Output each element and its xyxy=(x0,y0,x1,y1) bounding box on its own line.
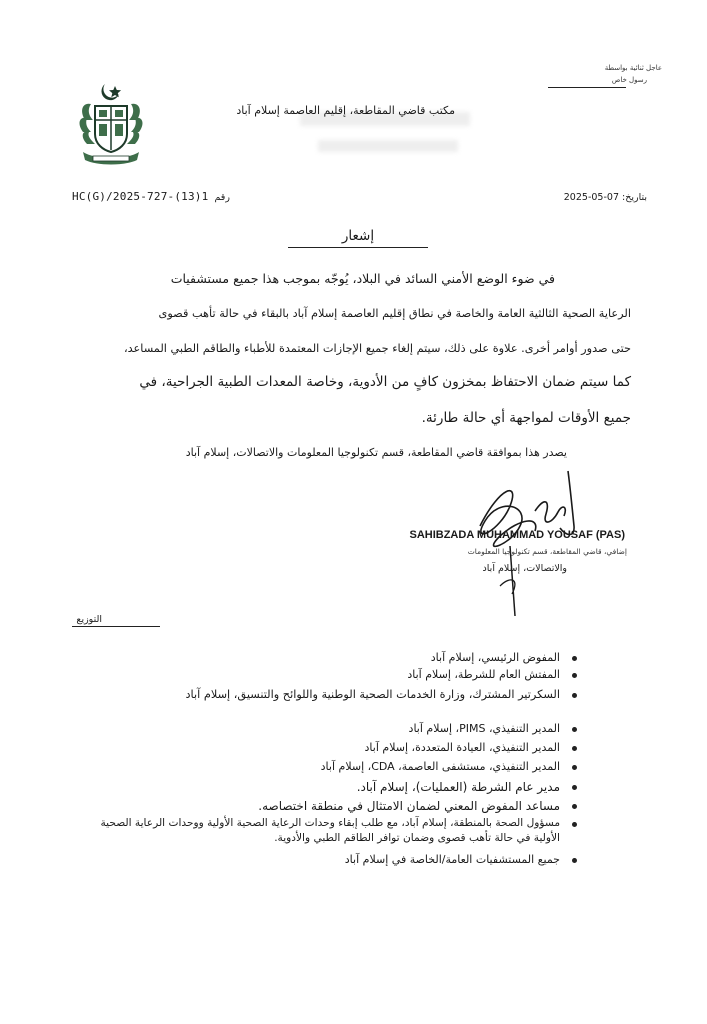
list-item xyxy=(407,668,577,681)
title-underline xyxy=(288,247,428,248)
distribution-entry: المدير التنفيذي، العيادة المتعددة، إسلام آباد xyxy=(364,741,560,754)
state-emblem-logo xyxy=(75,80,147,170)
bullet xyxy=(572,693,577,698)
list-item xyxy=(365,741,577,754)
reference-label: رقم xyxy=(214,192,230,203)
distribution-entry: المدير التنفيذي، PIMS، إسلام آباد xyxy=(408,722,560,735)
list-item xyxy=(431,651,577,664)
notice-line-3: حتى صدور أوامر أخرى. علاوة على ذلك، سيتم إلغاء جميع الإجازات المعتمدة للأطباء والطاقم الطبي المساعد، xyxy=(123,342,631,355)
background-smudge xyxy=(318,140,458,152)
notice-line-6: يصدر هذا بموافقة قاضي المقاطعة، قسم تكنولوجيا المعلومات والاتصالات، إسلام آباد xyxy=(185,446,567,459)
bullet xyxy=(572,785,577,790)
list-item xyxy=(258,799,577,813)
list-item xyxy=(100,817,577,829)
bullet xyxy=(572,822,577,827)
handwritten-note: رسول خاص xyxy=(611,76,647,84)
distribution-entry: المفتش العام للشرطة، إسلام آباد xyxy=(407,668,560,681)
distribution-entry: المفوض الرئيسي، إسلام آباد xyxy=(430,651,560,664)
distribution-entry: مساعد المفوض المعني لضمان الامتثال في منطقة اختصاصه. xyxy=(258,799,560,813)
distribution-entry: جميع المستشفيات العامة/الخاصة في إسلام آباد xyxy=(344,853,560,866)
bullet xyxy=(572,804,577,809)
bullet xyxy=(572,656,577,661)
list-item xyxy=(357,780,577,794)
divider xyxy=(548,87,626,88)
distribution-entry: المدير التنفيذي، مستشفى العاصمة، CDA، إسلام آباد xyxy=(320,760,560,773)
distribution-entry: السكرتير المشترك، وزارة الخدمات الصحية الوطنية واللوائح والتنسيق، إسلام آباد xyxy=(185,688,560,701)
letter-date: بتاريخ: 07-05-2025 xyxy=(563,192,647,203)
reference xyxy=(72,190,230,203)
signatory-name: SAHIBZADA MUHAMMAD YOUSAF (PAS) xyxy=(409,529,625,541)
notice-line-1: في ضوء الوضع الأمني السائد في البلاد، يُوجّه بموجب هذا جميع مستشفيات xyxy=(170,271,555,286)
notice-line-5: جميع الأوقات لمواجهة أي حالة طارئة. xyxy=(421,410,631,426)
distribution-entry-continued: الأولية في حالة تأهب قصوى وضمان توافر الطاقم الطبي والأدوية. xyxy=(274,832,560,844)
bullet xyxy=(572,727,577,732)
notice-title: إشعار xyxy=(341,228,375,244)
signatory-title: إضافي، قاضي المقاطعة، قسم تكنولوجيا المعلومات xyxy=(467,547,627,556)
notice-line-2: الرعاية الصحية الثالثية العامة والخاصة في نطاق إقليم العاصمة إسلام آباد بالبقاء في حالة تأهب قصوى xyxy=(158,307,631,320)
bullet xyxy=(572,746,577,751)
list-item xyxy=(409,722,577,735)
list-item xyxy=(321,760,577,773)
office-name: مكتب قاضي المقاطعة، إقليم العاصمة إسلام آباد xyxy=(236,104,455,117)
bullet xyxy=(572,765,577,770)
bullet xyxy=(572,673,577,678)
list-item xyxy=(186,688,578,701)
reference-number: HC(G)/2025-727-(13)1 xyxy=(72,190,209,203)
handwritten-note: عاجل ثنائية بواسطة xyxy=(604,64,662,72)
list-item xyxy=(345,853,577,866)
notice-line-4: كما سيتم ضمان الاحتفاظ بمخزون كافٍ من الأدوية، وخاصة المعدات الطبية الجراحية، في xyxy=(139,374,631,390)
signatory-department: والاتصالات، إسلام آباد xyxy=(482,563,567,574)
distribution-heading: التوزيع xyxy=(76,614,102,625)
bullet xyxy=(572,858,577,863)
distribution-entry: مسؤول الصحة بالمنطقة، إسلام آباد، مع طلب إبقاء وحدات الرعاية الصحية الأولية ووحدات الرعاية الصحية xyxy=(100,817,560,829)
distribution-entry: مدير عام الشرطة (العمليات)، إسلام آباد. xyxy=(356,780,560,794)
distribution-underline xyxy=(72,626,160,627)
notice-title-block xyxy=(288,228,428,244)
handwritten-signature xyxy=(440,466,620,626)
